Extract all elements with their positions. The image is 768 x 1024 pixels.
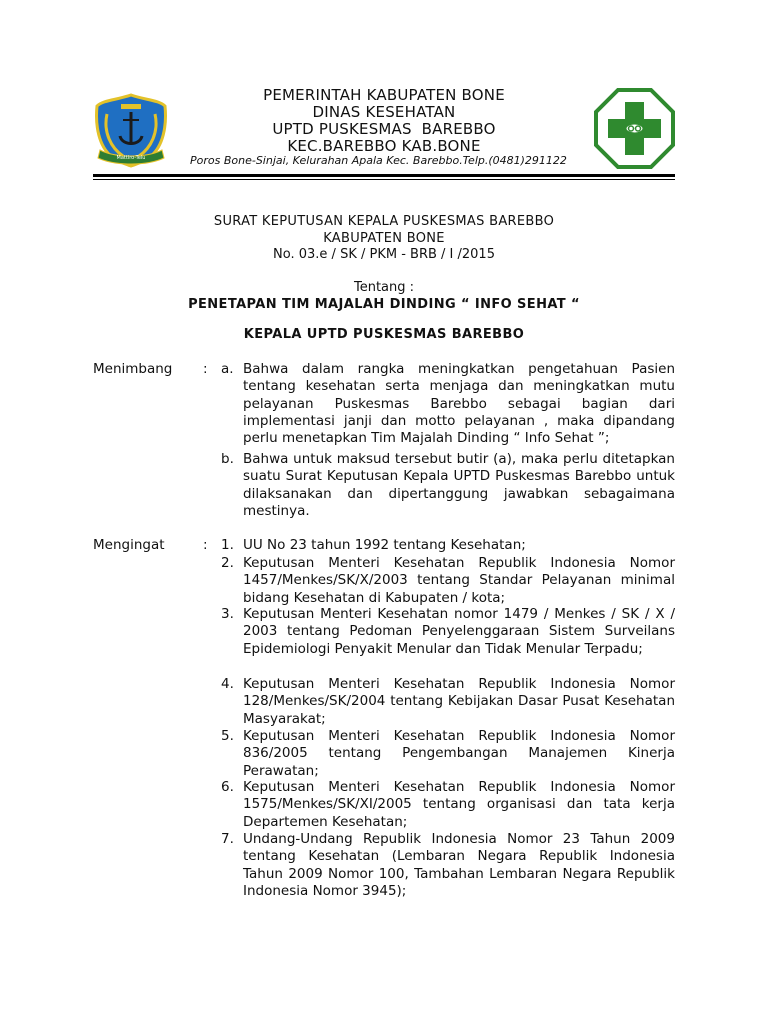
list-item-text: Keputusan Menteri Kesehatan nomor 1479 / Menkes / SK / X / 2003 tentang Pedoman Penyelenggaraan Sistem Surveilans Epidemiologi Penyakit Menular dan Tidak Menular Terpadu; (243, 606, 675, 657)
list-item-marker: 1. (221, 537, 234, 553)
list-item-text: Bahwa dalam rangka meningkatkan pengetahuan Pasien tentang kesehatan serta menjaga dan meningkatkan mutu pelayanan Puskesmas Barebbo sebagai bagian dari implementasi janji dan motto pelayanan , maka dipandang perlu menetapkan Tim Majalah Dinding “ Info Sehat ”; (243, 361, 675, 447)
list-item-text: Keputusan Menteri Kesehatan Republik Indonesia Nomor 836/2005 tentang Pengembangan Manajemen Kinerja Perawatan; (243, 728, 675, 779)
list-item-marker: a. (221, 361, 234, 377)
list-item-text: Keputusan Menteri Kesehatan Republik Indonesia Nomor 1457/Menkes/SK/X/2003 tentang Standar Pelayanan minimal bidang Kesehatan di Kabupaten / kota; (243, 555, 675, 606)
header-line-3: UPTD PUSKESMAS BAREBBO (272, 120, 496, 138)
puskesmas-logo-icon (594, 88, 675, 169)
title-line-1: SURAT KEPUTUSAN KEPALA PUSKESMAS BAREBBO (213, 214, 555, 229)
header-address: Poros Bone-Sinjai, Kelurahan Apala Kec. Barebbo.Telp.(0481)291122 (190, 154, 567, 167)
tentang-label: Tentang : (353, 280, 415, 295)
menimbang-colon: : (203, 361, 208, 377)
decree-authority: KEPALA UPTD PUSKESMAS BAREBBO (243, 327, 525, 342)
header-line-4: KEC.BAREBBO KAB.BONE (287, 137, 481, 155)
header-rule-thick (93, 174, 675, 177)
svg-text:Mattiro-Telu: Mattiro-Telu (116, 155, 146, 161)
list-item-marker: 5. (221, 728, 234, 744)
list-item-marker: 4. (221, 676, 234, 692)
list-item-text: UU No 23 tahun 1992 tentang Kesehatan; (243, 537, 526, 553)
list-item-text: Keputusan Menteri Kesehatan Republik Indonesia Nomor 128/Menkes/SK/2004 tentang Kebijakan Dasar Pusat Kesehatan Masyarakat; (243, 676, 675, 727)
menimbang-label: Menimbang (93, 361, 173, 377)
list-item-marker: 6. (221, 779, 234, 795)
list-item-text: Undang-Undang Republik Indonesia Nomor 23 Tahun 2009 tentang Kesehatan (Lembaran Negara Republik Indonesia Tahun 2009 Nomor 100, Tambahan Lembaran Negara Republik Indonesia Nomor 3945); (243, 831, 675, 899)
list-item-marker: 7. (221, 831, 234, 847)
decree-subject: PENETAPAN TIM MAJALAH DINDING “ INFO SEHAT “ (188, 297, 580, 312)
list-item-marker: 2. (221, 555, 234, 571)
kabupaten-bone-emblem-icon (93, 92, 169, 168)
decree-number: No. 03.e / SK / PKM - BRB / I /2015 (273, 247, 495, 262)
mengingat-label: Mengingat (93, 537, 165, 553)
header-rule-thin (93, 179, 675, 180)
mengingat-colon: : (203, 537, 208, 553)
list-item-marker: 3. (221, 606, 234, 622)
list-item-text: Bahwa untuk maksud tersebut butir (a), maka perlu ditetapkan suatu Surat Keputusan Kepala UPTD Puskesmas Barebbo untuk dilaksanakan dan dipertanggung jawabkan sebagaimana mestinya. (243, 451, 675, 519)
list-item-marker: b. (221, 451, 234, 467)
title-line-2: KABUPATEN BONE (323, 231, 445, 246)
header-line-1: PEMERINTAH KABUPATEN BONE (263, 86, 505, 104)
list-item-text: Keputusan Menteri Kesehatan Republik Indonesia Nomor 1575/Menkes/SK/XI/2005 tentang organisasi dan tata kerja Departemen Kesehatan; (243, 779, 675, 830)
header-line-2: DINAS KESEHATAN (312, 103, 456, 121)
